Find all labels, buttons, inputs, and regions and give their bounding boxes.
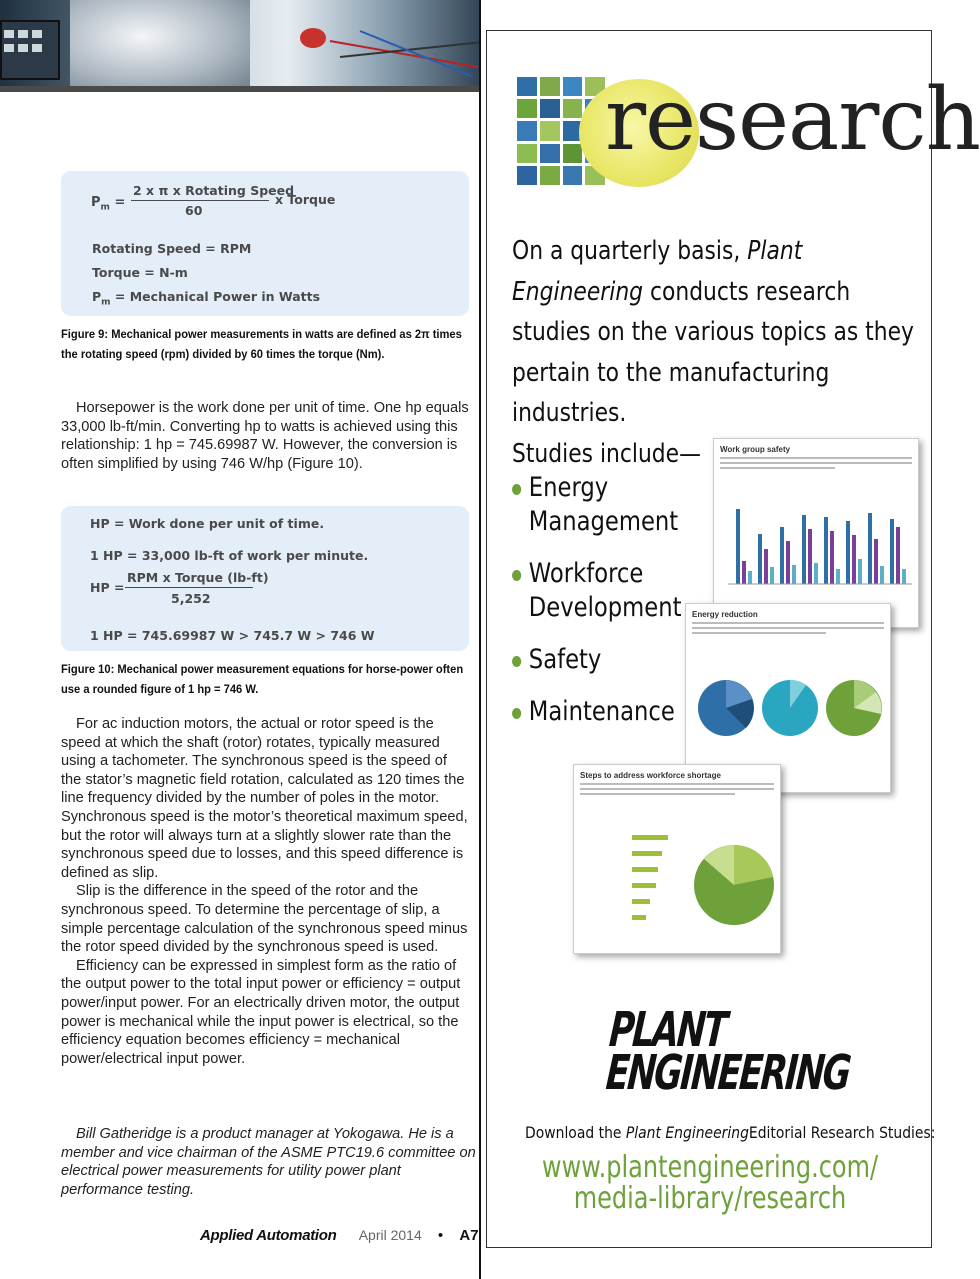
- list-item: Workforce Development: [512, 557, 681, 625]
- motor-graphic: [70, 0, 250, 92]
- fig10-hp-label: HP =: [90, 580, 125, 595]
- page-number: A7: [459, 1227, 479, 1244]
- issue-date: April 2014: [358, 1227, 422, 1243]
- fig10-line-4: 1 HP = 745.69987 W > 745.7 W > 746 W: [90, 628, 375, 643]
- pm-symbol: $P_m$ =: [91, 195, 126, 213]
- figure-10-caption: Figure 10: Mechanical power measurement equations for horse-power often use a rounded figure of 1 hp = 746 W.: [61, 662, 464, 696]
- study-thumbnail-energy-reduction[interactable]: Energy reduction: [685, 603, 891, 793]
- fig10-numerator: RPM x Torque (lb-ft): [127, 570, 269, 585]
- paragraph-efficiency: Efficiency can be expressed in simplest form as the ratio of the output power to the total input power or efficiency = output power/input power. For an electrically driven motor, the output power is mechanical while the input power is electrical, so the efficiency equation becomes efficiency = mechanical power/electrical input power.: [61, 957, 461, 1067]
- paragraph-horsepower: Horsepower is the work done per unit of time. One hp equals 33,000 lb-ft/min. Converting hp to watts is achieved using this relationship: 1 hp = 745.69987 W. However, the conversion is often simplified by using 746 W/hp (Figure 10).: [61, 400, 469, 472]
- research-advertisement[interactable]: [486, 30, 980, 1248]
- studies-include-label: Studies include—: [512, 438, 701, 469]
- plant-engineering-logo: PLANT ENGINEERING: [604, 1002, 852, 1102]
- study-topics-list: [512, 471, 681, 747]
- fig9-times-torque: x Torque: [275, 192, 336, 207]
- figure-9-caption: Figure 9: Mechanical power measurements in watts are defined as 2π times the rotating speed (rpm) divided by 60 times the torque (Nm).: [61, 327, 462, 361]
- study-thumbnail-workforce-shortage[interactable]: Steps to address workforce shortage: [573, 764, 781, 954]
- bar-chart-graphic: [714, 439, 920, 629]
- fig10-line-2: 1 HP = 33,000 lb-ft of work per minute.: [90, 548, 369, 563]
- fig9-numerator: 2 x π x Rotating Speed: [133, 183, 295, 198]
- research-logo-word: research: [605, 70, 980, 170]
- research-url-line-2[interactable]: media-library/research: [573, 1181, 847, 1216]
- body-text-block: [61, 715, 469, 1068]
- paragraph-slip: Slip is the difference in the speed of the rotor and the synchronous speed. To determine the percentage of slip, a simple percentage calculation of the synchronous speed minus the rotor speed divided by the synchronous speed is used.: [61, 883, 468, 956]
- footer-separator: •: [437, 1227, 444, 1244]
- red-connector-graphic: [300, 28, 326, 48]
- study-thumbnail-work-group-safety[interactable]: Work group safety: [713, 438, 919, 628]
- figure-10-equation-box: [61, 506, 469, 651]
- fig9-def-pm: $P_m$ = Mechanical Power in Watts: [92, 289, 321, 308]
- column-divider: [479, 0, 481, 1279]
- fig9-def-torque: Torque = N-m: [92, 265, 188, 280]
- author-bio: Bill Gatheridge is a product manager at Yokogawa. He is a member and vice chairman of the ASME PTC19.6 committee on electrical power measurements for utility power plant performance testing.: [61, 1126, 476, 1198]
- fig10-line-1: HP = Work done per unit of time.: [90, 516, 325, 531]
- publication-name: Applied Automation: [200, 1227, 337, 1244]
- list-item: Maintenance: [512, 695, 681, 729]
- fig9-def-rpm: Rotating Speed = RPM: [92, 241, 252, 256]
- page-footer: [200, 1227, 479, 1244]
- header-photo: [0, 0, 480, 92]
- download-instruction: Download the Plant EngineeringEditorial Research Studies:: [525, 1123, 936, 1142]
- research-url-line-1[interactable]: www.plantengineering.com/: [541, 1150, 879, 1185]
- paragraph-synchronous-speed: For ac induction motors, the actual or rotor speed is the speed at which the shaft (rotor) rotates, typically measured using a tachometer. The synchronous speed is the speed of the stator’s magnetic field rotation, calculated as 120 times the line frequency divided by the number of poles in the motor. Synchronous speed is the motor’s theoretical maximum speed, but the rotor will always turn at a slightly slower rate than the synchronous speed due to losses, and this speed difference is defined as slip.: [61, 716, 468, 881]
- workforce-chart-graphic: [574, 765, 782, 955]
- fig10-denominator: 5,252: [171, 591, 211, 606]
- list-item: Energy Management: [512, 471, 681, 539]
- list-item: Safety: [512, 643, 681, 677]
- figure-9-equation-box: [61, 171, 469, 316]
- fig9-denominator: 60: [185, 203, 203, 218]
- ad-intro-text: On a quarterly basis, Plant Engineering conducts research studies on the various topics as they pertain to the manufacturing industries. Studies include—: [512, 236, 914, 469]
